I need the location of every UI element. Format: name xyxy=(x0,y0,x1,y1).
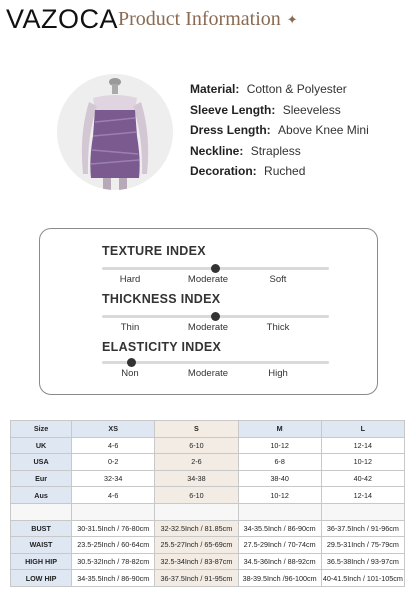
table-spacer-cell xyxy=(321,503,404,520)
table-cell: 40-41.5Inch / 101-105cm xyxy=(321,570,404,587)
table-spacer-cell xyxy=(155,503,238,520)
table-row xyxy=(11,487,405,504)
table-row-label: LOW HIP xyxy=(11,570,72,587)
texture-tick-moderate: Moderate xyxy=(187,274,229,285)
table-cell: 10-12 xyxy=(238,437,321,454)
table-row-label: UK xyxy=(11,437,72,454)
info-value: Above Knee Mini xyxy=(278,123,369,137)
table-row xyxy=(11,437,405,454)
table-cell: 12-14 xyxy=(321,487,404,504)
table-row xyxy=(11,553,405,570)
texture-index-title: TEXTURE INDEX xyxy=(102,244,206,258)
table-cell: 6-8 xyxy=(238,454,321,471)
table-spacer-row xyxy=(11,503,405,520)
info-row-neckline xyxy=(190,144,369,165)
table-cell: 27.5-29Inch / 70-74cm xyxy=(238,537,321,554)
thickness-tick-thick: Thick xyxy=(266,322,290,333)
elasticity-tick-moderate: Moderate xyxy=(187,368,229,379)
table-row-label: HIGH HIP xyxy=(11,553,72,570)
table-row xyxy=(11,520,405,537)
thickness-tick-moderate: Moderate xyxy=(187,322,229,333)
table-row xyxy=(11,470,405,487)
table-cell: 32.5-34Inch / 83-87cm xyxy=(155,553,238,570)
table-cell: 30.5-32Inch / 78-82cm xyxy=(72,553,155,570)
sparkle-icon: ✦ xyxy=(286,11,298,27)
fabric-index-panel xyxy=(39,228,378,395)
table-cell: 4-6 xyxy=(72,437,155,454)
table-row-label: Aus xyxy=(11,487,72,504)
table-cell: 6-10 xyxy=(155,487,238,504)
dress-illustration xyxy=(57,74,173,190)
table-cell: 10-12 xyxy=(321,454,404,471)
table-cell: 32-34 xyxy=(72,470,155,487)
table-cell: 6-10 xyxy=(155,437,238,454)
brand-logo: VAZOCA xyxy=(6,4,119,34)
info-value: Cotton & Polyester xyxy=(246,82,347,96)
table-cell: 34-35.5Inch / 86-90cm xyxy=(238,520,321,537)
size-table xyxy=(10,420,405,587)
table-cell: 34-38 xyxy=(155,470,238,487)
elasticity-index-title: ELASTICITY INDEX xyxy=(102,340,222,354)
table-row xyxy=(11,537,405,554)
thickness-index-track xyxy=(102,315,329,318)
info-value: Ruched xyxy=(264,164,306,178)
texture-tick-hard: Hard xyxy=(119,274,141,285)
info-label: Material: xyxy=(190,82,240,96)
texture-tick-soft: Soft xyxy=(269,274,287,285)
product-info-list xyxy=(190,82,369,185)
table-cell: 29.5-31Inch / 75-79cm xyxy=(321,537,404,554)
product-image xyxy=(57,74,173,190)
page-title-group xyxy=(118,8,298,31)
table-spacer-cell xyxy=(11,503,72,520)
table-cell: 34.5-36Inch / 88-92cm xyxy=(238,553,321,570)
table-cell: 36-37.5Inch / 91-95cm xyxy=(155,570,238,587)
elasticity-tick-high: High xyxy=(268,368,288,379)
table-header-cell: M xyxy=(238,421,321,438)
table-cell: 38-39.5Inch /96-100cm xyxy=(238,570,321,587)
info-value: Strapless xyxy=(250,143,301,158)
table-cell: 36.5-38Inch / 93-97cm xyxy=(321,553,404,570)
info-label: Dress Length: xyxy=(190,123,271,137)
table-cell: 38-40 xyxy=(238,470,321,487)
table-cell: 36-37.5Inch / 91-96cm xyxy=(321,520,404,537)
table-cell: 30-31.5Inch / 76-80cm xyxy=(72,520,155,537)
elasticity-index-track xyxy=(102,361,329,364)
table-cell: 0-2 xyxy=(72,454,155,471)
table-cell: 40-42 xyxy=(321,470,404,487)
table-spacer-cell xyxy=(72,503,155,520)
table-cell: 32-32.5Inch / 81.85cm xyxy=(155,520,238,537)
thickness-index-knob xyxy=(211,312,220,321)
table-cell: 4-6 xyxy=(72,487,155,504)
table-row-label: USA xyxy=(11,454,72,471)
table-row-label: BUST xyxy=(11,520,72,537)
table-header-cell: S xyxy=(155,421,238,438)
table-row-label: WAIST xyxy=(11,537,72,554)
table-header-cell: Size xyxy=(11,421,72,438)
texture-index-track xyxy=(102,267,329,270)
table-header-cell: L xyxy=(321,421,404,438)
table-cell: 10-12 xyxy=(238,487,321,504)
elasticity-tick-non: Non xyxy=(121,368,139,379)
table-row xyxy=(11,454,405,471)
info-row-material xyxy=(190,82,369,103)
table-row xyxy=(11,570,405,587)
info-row-decoration xyxy=(190,164,369,185)
thickness-tick-thin: Thin xyxy=(120,322,140,333)
size-chart xyxy=(10,420,405,587)
info-label: Decoration: xyxy=(190,164,257,178)
info-label: Sleeve Length: xyxy=(190,102,276,117)
table-header-cell: XS xyxy=(72,421,155,438)
table-header-row xyxy=(11,421,405,438)
table-spacer-cell xyxy=(238,503,321,520)
table-cell: 23.5-25Inch / 60-64cm xyxy=(72,537,155,554)
info-label: Neckline: xyxy=(190,143,244,158)
table-cell: 12-14 xyxy=(321,437,404,454)
texture-index-knob xyxy=(211,264,220,273)
table-cell: 2-6 xyxy=(155,454,238,471)
thickness-index-title: THICKNESS INDEX xyxy=(102,292,221,306)
table-row-label: Eur xyxy=(11,470,72,487)
table-cell: 25.5-27Inch / 65-69cm xyxy=(155,537,238,554)
page-title: Product Information xyxy=(118,8,281,30)
info-value: Sleeveless xyxy=(282,102,341,117)
table-cell: 34-35.5Inch / 86-90cm xyxy=(72,570,155,587)
info-row-sleeve-length xyxy=(190,103,369,124)
info-row-dress-length xyxy=(190,123,369,144)
elasticity-index-knob xyxy=(127,358,136,367)
